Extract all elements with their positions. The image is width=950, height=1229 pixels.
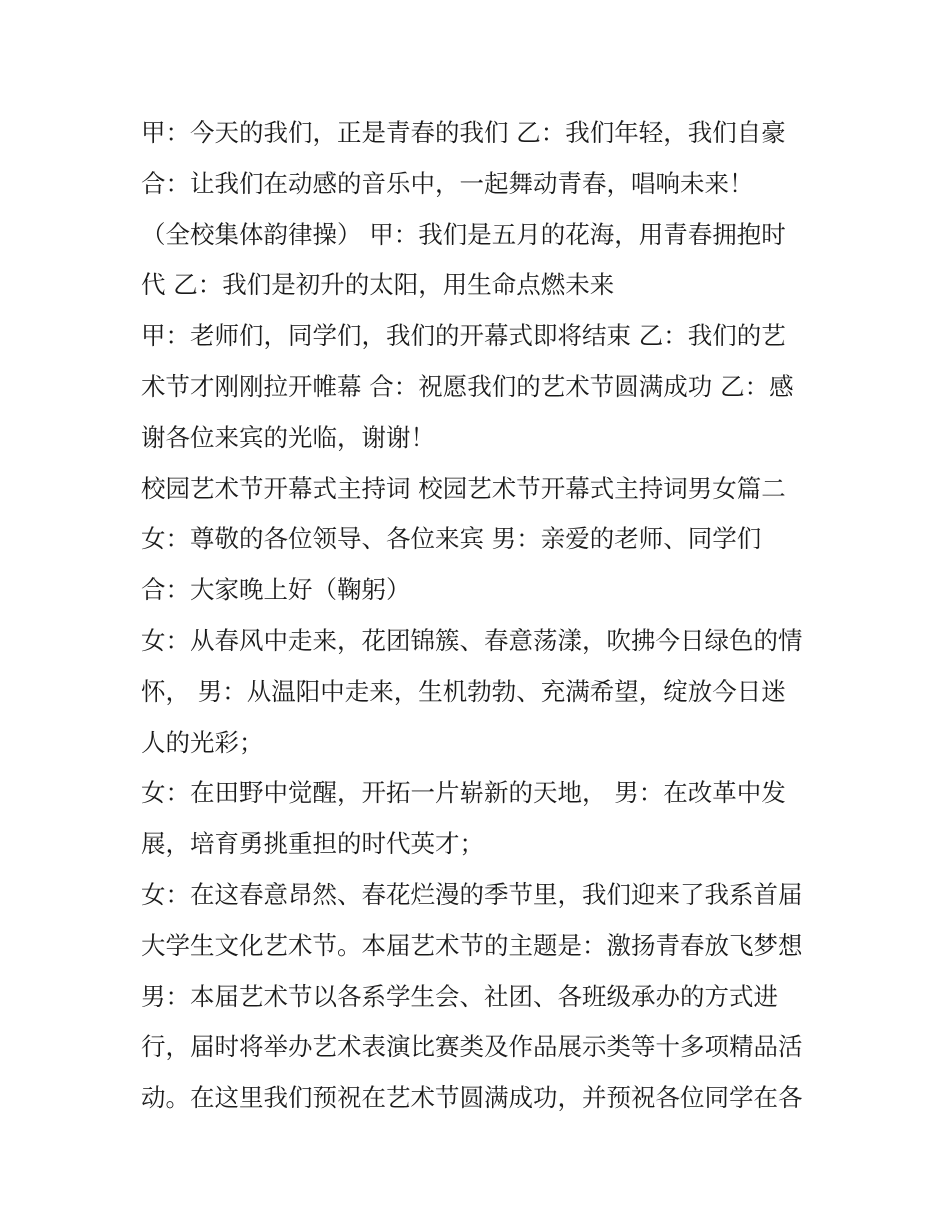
text-line: 代 乙：我们是初升的太阳，用生命点燃未来 (141, 270, 615, 300)
text-line: 校园艺术节开幕式主持词 校园艺术节开幕式主持词男女篇二 (141, 473, 786, 503)
text-line: 展，培育勇挑重担的时代英才； (141, 829, 484, 859)
text-line: 甲：老师们，同学们，我们的开幕式即将结束 乙：我们的艺 (141, 321, 786, 351)
text-line: 女：在这春意昂然、春花烂漫的季节里，我们迎来了我系首届 (141, 879, 803, 909)
text-line: 术节才刚刚拉开帷幕 合：祝愿我们的艺术节圆满成功 乙：感 (141, 371, 794, 401)
text-line: 合：让我们在动感的音乐中，一起舞动青春，唱响未来！ (141, 168, 754, 198)
text-line: 怀， 男：从温阳中走来，生机勃勃、充满希望，绽放今日迷 (141, 676, 786, 706)
text-line: 大学生文化艺术节。本届艺术节的主题是：激扬青春放飞梦想 (141, 930, 803, 960)
text-line: 女：从春风中走来，花团锦簇、春意荡漾，吹拂今日绿色的情 (141, 625, 803, 655)
text-line: 女：在田野中觉醒，开拓一片崭新的天地， 男：在改革中发 (141, 778, 786, 808)
text-line: 谢各位来宾的光临，谢谢！ (141, 422, 435, 452)
text-line: （全校集体韵律操） 甲：我们是五月的花海，用青春拥抱时 (141, 219, 786, 249)
text-line: 甲：今天的我们，正是青春的我们 乙：我们年轻，我们自豪 (141, 118, 786, 147)
text-line: 人的光彩； (141, 727, 264, 757)
text-line: 女：尊敬的各位领导、各位来宾 男：亲爱的老师、同学们 (141, 524, 762, 554)
text-line: 行，届时将举办艺术表演比赛类及作品展示类等十多项精品活 (141, 1032, 803, 1062)
text-line: 合：大家晚上好（鞠躬） (141, 575, 411, 605)
text-line: 动。在这里我们预祝在艺术节圆满成功，并预祝各位同学在各 (141, 1083, 803, 1113)
text-line: 男：本届艺术节以各系学生会、社团、各班级承办的方式进 (141, 981, 778, 1011)
document-body (141, 108, 821, 1124)
